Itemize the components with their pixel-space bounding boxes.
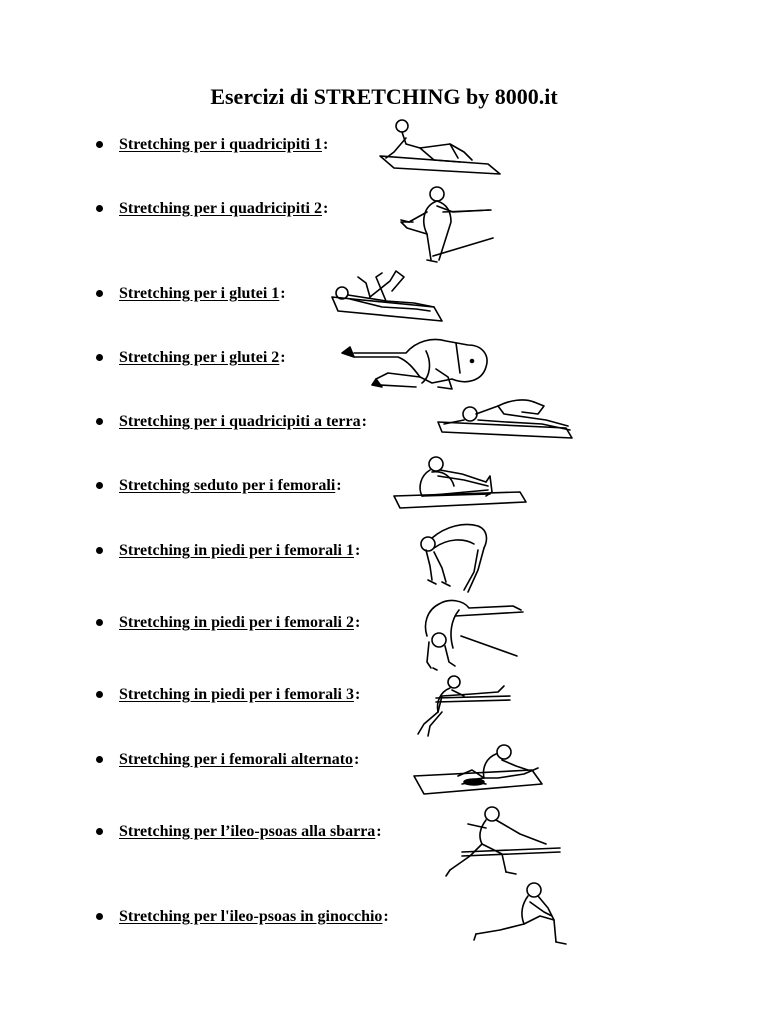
list-item	[96, 609, 360, 637]
bullet-icon	[96, 756, 103, 763]
bullet-icon	[96, 141, 103, 148]
colon: :	[354, 751, 360, 768]
seated-hamstring-stretch-figure	[392, 452, 528, 514]
bullet-icon	[96, 354, 103, 361]
list-item	[96, 681, 360, 709]
colon: :	[354, 614, 361, 631]
standing-hamstring-bar-figure	[413, 596, 525, 672]
colon: :	[354, 686, 361, 703]
colon: :	[383, 908, 389, 925]
colon: :	[322, 136, 329, 153]
exercise-link[interactable]: Stretching in piedi per i femorali 3	[119, 686, 354, 703]
list-item	[96, 746, 359, 774]
exercise-link[interactable]: Stretching per i glutei 2	[119, 349, 280, 366]
bullet-icon	[96, 205, 103, 212]
exercise-link[interactable]: Stretching per l’ileo-psoas alla sbarra	[119, 823, 376, 840]
exercise-link[interactable]: Stretching per l'ileo-psoas in ginocchio	[119, 908, 383, 925]
colon: :	[322, 200, 329, 217]
exercise-link[interactable]: Stretching per i glutei 1	[119, 285, 280, 302]
exercise-link[interactable]: Stretching in piedi per i femorali 1	[119, 542, 354, 559]
lying-glute-stretch-figure	[330, 263, 448, 325]
bullet-icon	[96, 913, 103, 920]
floor-quad-stretch-figure	[436, 392, 576, 448]
list-item	[96, 537, 360, 565]
bullet-icon	[96, 290, 103, 297]
colon: :	[336, 477, 342, 494]
colon: :	[280, 349, 286, 366]
colon: :	[376, 823, 382, 840]
exercise-link[interactable]: Stretching in piedi per i femorali 2	[119, 614, 354, 631]
exercise-link[interactable]: Stretching per i quadricipiti a terra	[119, 413, 361, 430]
alternate-hamstring-stretch-figure	[412, 740, 548, 800]
prone-glute-stretch-figure	[336, 333, 496, 397]
standing-forward-bend-figure	[412, 520, 492, 596]
list-item	[96, 408, 367, 436]
colon: :	[280, 285, 286, 302]
kneeling-quad-stretch-figure	[376, 118, 506, 180]
list-item	[96, 472, 342, 500]
bullet-icon	[96, 828, 103, 835]
bullet-icon	[96, 547, 103, 554]
exercise-link[interactable]: Stretching per i femorali alternato	[119, 751, 354, 768]
colon: :	[361, 413, 367, 430]
psoas-bar-stretch-figure	[442, 804, 562, 880]
leg-on-bar-stretch-figure	[412, 672, 512, 738]
list-item	[96, 195, 328, 223]
exercise-link[interactable]: Stretching per i quadricipiti 2	[119, 200, 322, 217]
list-item	[96, 280, 286, 308]
exercise-link[interactable]: Stretching per i quadricipiti 1	[119, 136, 322, 153]
kneeling-psoas-stretch-figure	[470, 880, 574, 950]
list-item	[96, 131, 328, 159]
bullet-icon	[96, 691, 103, 698]
page-title: Esercizi di STRETCHING by 8000.it	[210, 84, 558, 109]
exercise-link[interactable]: Stretching seduto per i femorali	[119, 477, 336, 494]
list-item	[96, 344, 286, 372]
list-item	[96, 818, 382, 846]
bullet-icon	[96, 619, 103, 626]
bullet-icon	[96, 418, 103, 425]
standing-quad-stretch-figure	[393, 182, 495, 264]
list-item	[96, 903, 389, 931]
bullet-icon	[96, 482, 103, 489]
colon: :	[354, 542, 361, 559]
